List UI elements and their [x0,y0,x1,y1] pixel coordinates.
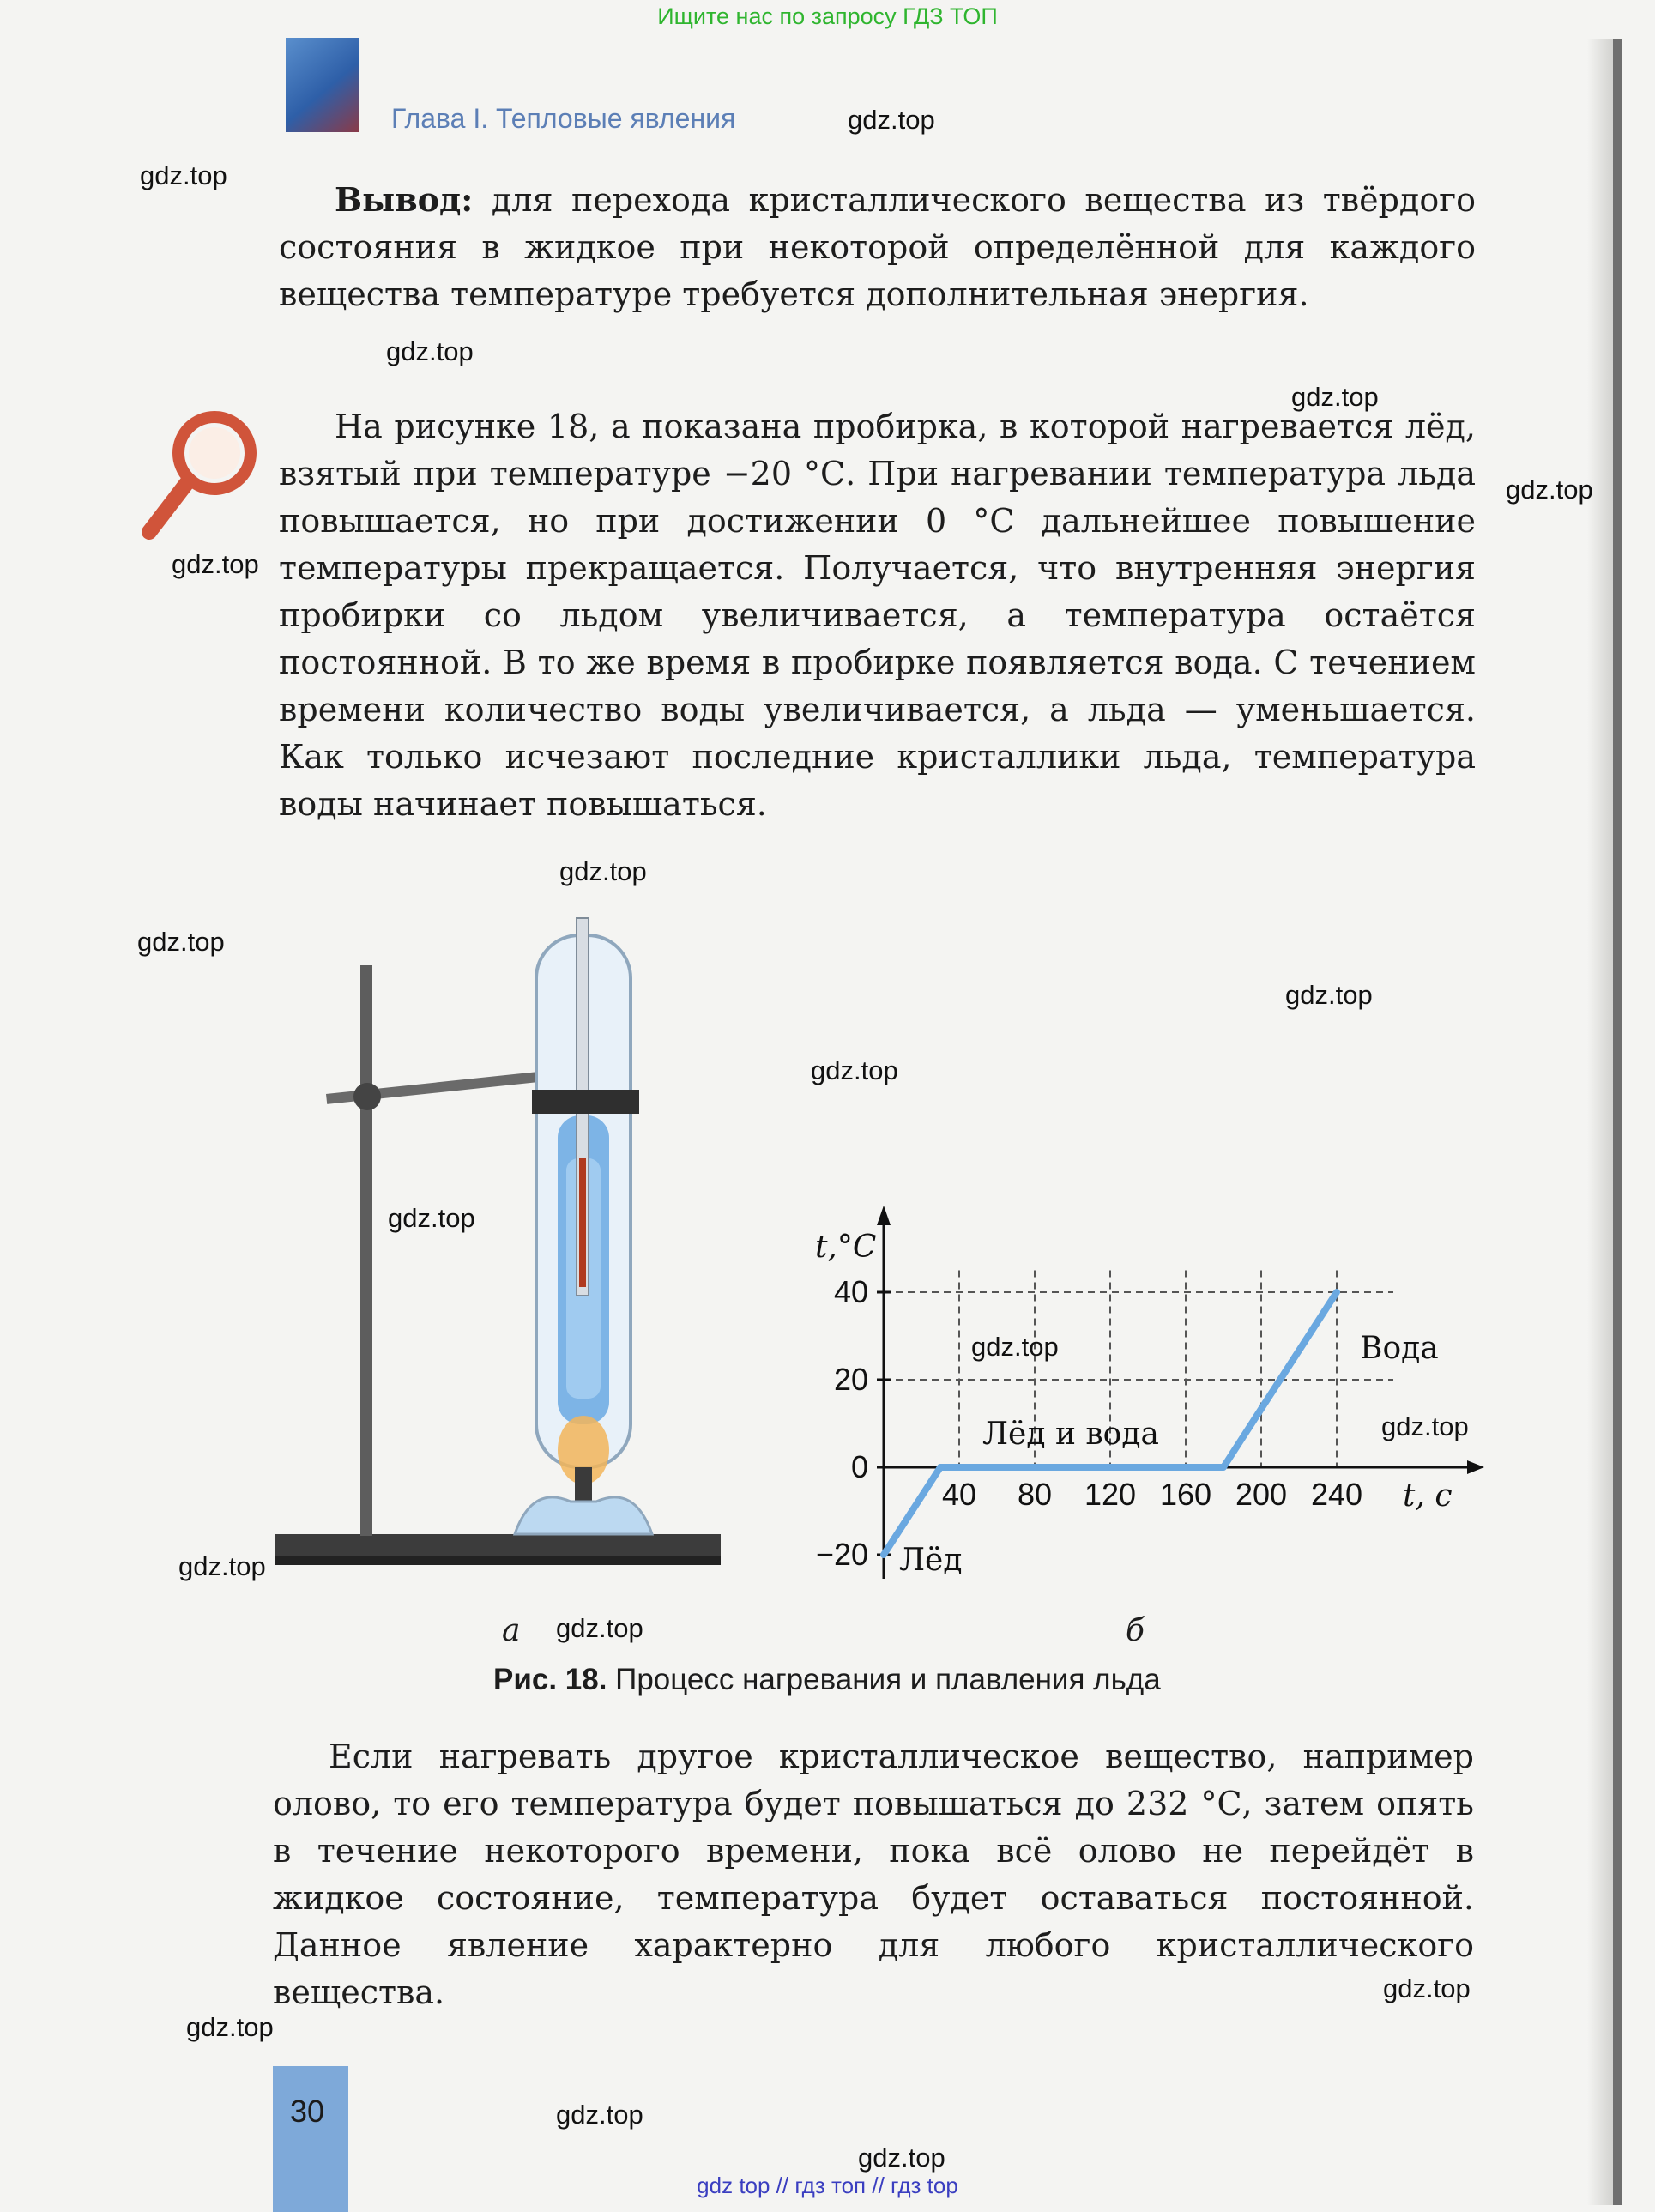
x-tick-label: 80 [1017,1477,1053,1512]
temperature-time-chart [798,1193,1484,1622]
stand-base-edge [275,1556,721,1565]
x-tick-label: 240 [1310,1477,1363,1512]
chapter-icon [286,38,359,132]
chapter-title: Глава I. Тепловые явления [391,103,736,134]
watermark[interactable]: gdz.top [172,549,259,579]
tin-paragraph [273,1733,1474,2016]
test-tube-apparatus-illustration [275,901,721,1587]
page-number: 30 [290,2094,325,2129]
watermark[interactable]: gdz.top [178,1551,266,1581]
tin-text: Если нагревать другое кристаллическое вещество, например олово, то его температура будет повышаться до 232 °С, затем опять в течение некоторого времени, пока всё олово не перейдёт в жидкое состояние, температура будет оставаться постоянной. Данное явление характерно для любого кристаллического вещества. [273,1738,1474,2011]
y-tick-label: 20 [833,1362,868,1397]
x-tick-label: 120 [1084,1477,1137,1512]
annotation-water: Вода [1360,1331,1439,1366]
y-tick-label: 0 [850,1449,868,1484]
conclusion-paragraph [279,176,1476,318]
thermometer-liquid [579,1158,586,1287]
annotation-ice-and-water: Лёд и вода [982,1417,1159,1452]
x-axis-label: t, с [1403,1478,1453,1514]
y-tick-label: 40 [833,1274,868,1309]
figure-label-b: б [1126,1613,1145,1648]
figure-label-a: а [502,1613,521,1648]
figure-caption-number: Рис. 18. [493,1663,607,1696]
x-tick-label: 200 [1235,1477,1288,1512]
watermark[interactable]: gdz.top [1383,1973,1471,2003]
heating-paragraph [279,403,1476,828]
burner-wick [575,1467,592,1502]
stand-rod [360,965,372,1536]
conclusion-label: Вывод: [335,180,474,219]
page-spine-shadow [1587,39,1613,2205]
watermark[interactable]: gdz.top [386,336,474,366]
watermark[interactable]: gdz.top [559,856,647,886]
page-spine [1613,39,1622,2205]
y-tick-label: −20 [815,1537,868,1572]
watermark[interactable]: gdz.top [140,160,227,190]
magnifier-icon [137,403,266,541]
x-tick-label: 160 [1159,1477,1212,1512]
watermark[interactable]: gdz.top [556,2100,643,2130]
watermark[interactable]: gdz.top [848,105,935,135]
x-axis-arrow [1467,1460,1484,1474]
watermark[interactable]: gdz.top [1381,1411,1469,1441]
watermark[interactable]: gdz.top [811,1055,898,1085]
y-axis-label: t,°C [815,1230,877,1265]
spirit-lamp [515,1497,652,1534]
x-tick-label: 40 [941,1477,977,1512]
stand-base [275,1534,721,1556]
watermark[interactable]: gdz.top [186,2012,274,2042]
figure-caption-text: Процесс нагревания и плавления льда [607,1663,1161,1696]
y-axis-arrow [877,1206,891,1225]
footer-links[interactable]: gdz top // гдз топ // гдз top [697,2173,958,2198]
watermark[interactable]: gdz.top [556,1613,643,1643]
watermark[interactable]: gdz.top [1285,980,1373,1010]
figure-caption [493,1663,1161,1697]
annotation-ice: Лёд [899,1543,963,1578]
conclusion-text: для перехода кристаллического вещества из твёрдого состояния в жидкое при некоторой определённой для каждого вещества температуре требуется дополнительная энергия. [279,181,1476,313]
tube-clamp-ring [532,1090,639,1114]
stand-clamp-screw [353,1083,381,1110]
watermark[interactable]: gdz.top [388,1203,475,1233]
watermark[interactable]: gdz.top [858,2142,945,2173]
heating-text: На рисунке 18, а показана пробирка, в которой нагревается лёд, взятый при температуре −20 °С. При нагревании температура льда повышается, но при достижении 0 °С дальнейшее повышение температуры прекращается. Получается, что внутренняя энергия пробирки со льдом увеличивается, а температура остаётся постоянной. В то же время в пробирке появляется вода. С течением времени количество воды увеличивается, а льда — уменьшается. Как только исчезают последние кристаллики льда, температура воды начинает повышаться. [279,408,1476,823]
watermark[interactable]: gdz.top [1291,382,1379,412]
top-banner[interactable]: Ищите нас по запросу ГДЗ ТОП [657,3,998,29]
watermark[interactable]: gdz.top [1506,474,1593,505]
watermark[interactable]: gdz.top [971,1332,1059,1362]
watermark[interactable]: gdz.top [137,927,225,957]
